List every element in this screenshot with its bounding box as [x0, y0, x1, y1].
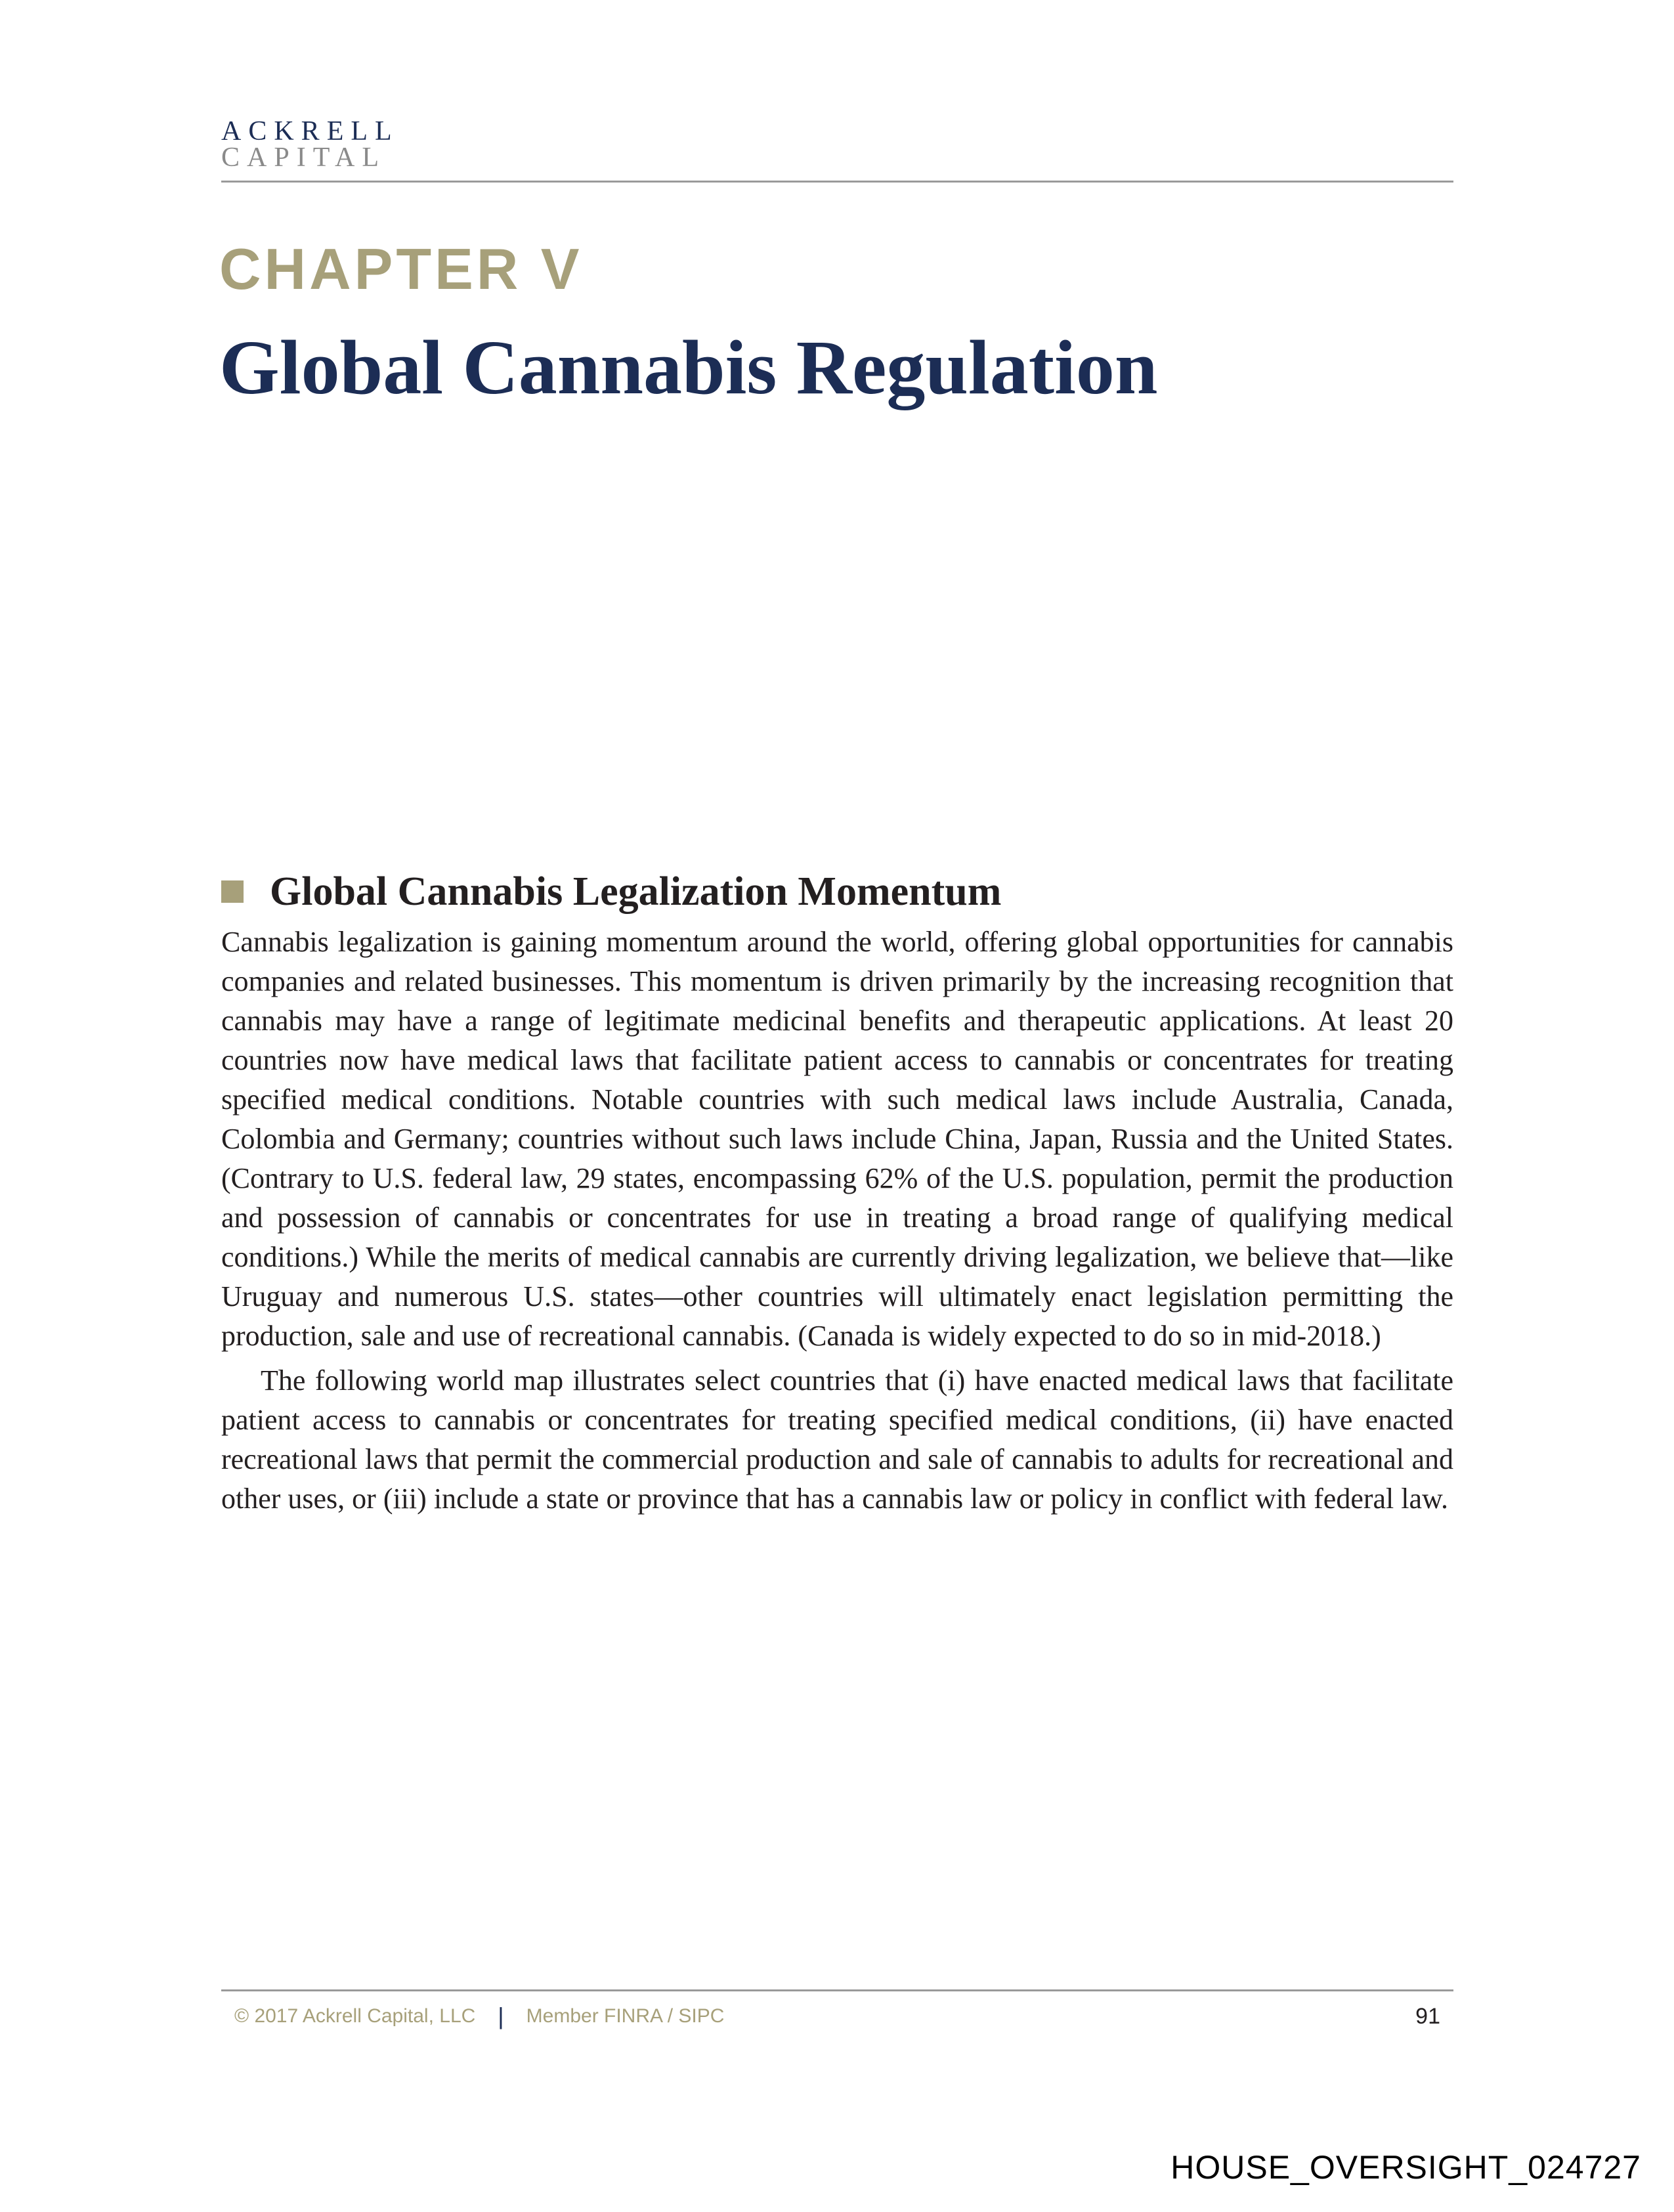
member-text: Member FINRA / SIPC — [526, 2005, 725, 2027]
chapter-title: Global Cannabis Regulation — [219, 324, 1158, 410]
footer-divider — [221, 1989, 1453, 1991]
logo-line-capital: CAPITAL — [221, 142, 386, 173]
company-logo — [221, 118, 399, 171]
body-text — [221, 922, 1453, 1519]
header-divider — [221, 181, 1453, 183]
footer — [234, 2003, 1440, 2030]
bates-number: HOUSE_OVERSIGHT_024727 — [1170, 2149, 1641, 2186]
chapter-label: CHAPTER V — [219, 236, 583, 301]
footer-separator: | — [498, 2003, 504, 2029]
page-number: 91 — [1415, 2003, 1440, 2029]
section-title: Global Cannabis Legalization Momentum — [270, 869, 1002, 914]
logo-line-ackrell: ACKRELL — [221, 116, 399, 146]
square-bullet-icon — [221, 880, 244, 903]
paragraph-2: The following world map illustrates select countries that (i) have enacted medical laws that facilitate patient access to cannabis or concentrates for treating specified medical conditions, (ii) have enacted recreational laws that permit the commercial production and sale of cannabis to adults for recreational and other uses, or (iii) include a state or province that has a cannabis law or policy in conflict with federal law. — [221, 1364, 1453, 1515]
paragraph-1: Cannabis legalization is gaining momentum around the world, offering global opportunities for cannabis companies and related businesses. This momentum is driven primarily by the increasing recognition that cannabis may have a range of legitimate medicinal benefits and therapeutic applications. At least 20 countries now have medical laws that facilitate patient access to cannabis or concentrates for treating specified medical conditions. Notable countries with such medical laws include Australia, Canada, Colombia and Germany; countries without such laws include China, Japan, Russia and the United States. (Contrary to U.S. federal law, 29 states, encompassing 62% of the U.S. population, permit the production and possession of cannabis or concentrates for use in treating a broad range of qualifying medical conditions.) While the merits of medical cannabis are currently driving legalization, we believe that—like Uruguay and numerous U.S. states—other countries will ultimately enact legislation permitting the production, sale and use of recreational cannabis. (Canada is widely expected to do so in mid-2018.) — [221, 926, 1453, 1352]
copyright-text: © 2017 Ackrell Capital, LLC — [234, 2005, 476, 2027]
section-heading — [221, 865, 1001, 918]
